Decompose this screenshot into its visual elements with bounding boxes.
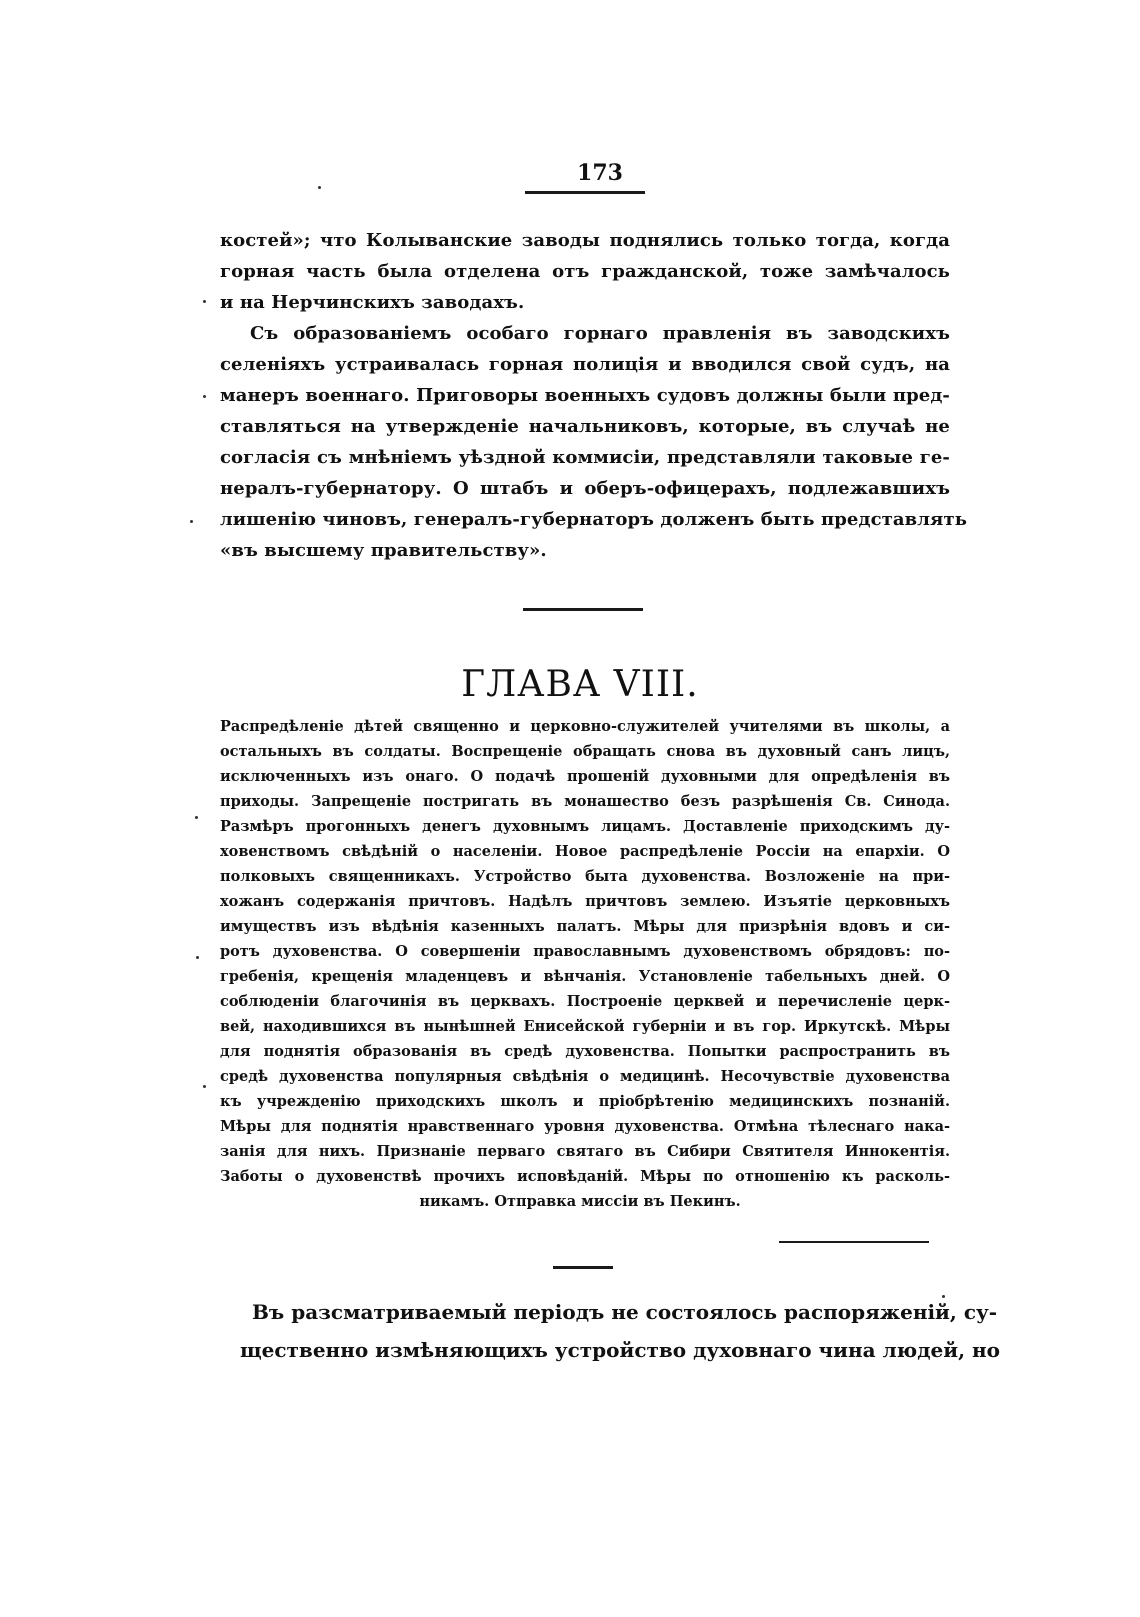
summary-line: ховенствомъ свѣдѣній о населеніи. Новое распредѣленіе Россіи на епархіи. О [220,843,950,860]
summary-line: Размѣръ прогонныхъ денегъ духовнымъ лицамъ. Доставленіе приходскимъ ду- [220,818,950,835]
text-line: щественно измѣняющихъ устройство духовнаго чина людей, но [240,1338,1000,1362]
scan-speck [203,395,206,398]
scan-speck [190,520,193,523]
scan-speck [942,1295,945,1298]
text-line: Съ образованіемъ особаго горнаго правленія въ заводскихъ [250,323,950,344]
scan-speck [203,1085,206,1088]
page-number-rule [525,191,645,194]
summary-line: соблюденіи благочинія въ церквахъ. Построеніе церквей и перечисленіе церк- [220,993,950,1010]
summary-line: приходы. Запрещеніе постригать въ монашество безъ разрѣшенія Св. Синода. [220,793,950,810]
text-line: лишенію чиновъ, генералъ-губернаторъ долженъ быть представлять [220,509,968,530]
scan-speck [318,186,321,189]
text-line: ставляться на утвержденіе начальниковъ, которые, въ случаѣ не [220,416,950,437]
summary-line: средѣ духовенства популярныя свѣдѣнія о медицинѣ. Несочувствіе духовенства [220,1068,950,1085]
summary-line: никамъ. Отправка миссіи въ Пекинъ. [419,1193,741,1210]
text-line: нералъ-губернатору. О штабъ и оберъ-офицерахъ, подлежавшихъ [220,478,950,499]
chapter-title: ГЛАВА VIII. [461,664,699,705]
text-line: «въ высшему правительству». [220,540,547,561]
summary-line: гребенія, крещенія младенцевъ и вѣнчанія. Установленіе табельныхъ дней. О [220,968,950,985]
scan-speck [196,956,199,959]
summary-line: занія для нихъ. Признаніе перваго святаго въ Сибири Святителя Иннокентія. [220,1143,950,1160]
page-number: 173 [577,160,623,186]
text-line: горная часть была отделена отъ гражданской, тоже замѣчалось [220,261,950,282]
summary-line: Заботы о духовенствѣ прочихъ исповѣданій. Мѣры по отношенію къ расколь- [220,1168,950,1185]
text-line: костей»; что Колыванские заводы поднялись только тогда, когда [220,230,950,251]
text-line: манеръ военнаго. Приговоры военныхъ судовъ должны были пред- [220,385,950,406]
summary-line: хожанъ содержанія причтовъ. Надѣлъ причтовъ землею. Изъятіе церковныхъ [220,893,950,910]
summary-line: для поднятія образованія въ средѣ духовенства. Попытки распространить въ [220,1043,950,1060]
summary-line: остальныхъ въ солдаты. Воспрещеніе обращать снова въ духовный санъ лицъ, [220,743,950,760]
summary-tail-rule [779,1241,929,1243]
summary-line: исключенныхъ изъ онаго. О подачѣ прошеній духовными для опредѣленія въ [220,768,950,785]
summary-line: Распредѣленіе дѣтей священно и церковно-служителей учителями въ школы, а [220,718,950,735]
text-line: селеніяхъ устраивалась горная полиція и вводился свой судъ, на [220,354,950,375]
scan-speck [203,300,206,303]
paragraph-rule [553,1266,613,1269]
summary-line: ротъ духовенства. О совершеніи православнымъ духовенствомъ обрядовъ: по- [220,943,950,960]
section-rule [523,608,643,611]
summary-line: полковыхъ священникахъ. Устройство быта духовенства. Возложеніе на при- [220,868,950,885]
text-line: согласія съ мнѣніемъ уѣздной коммисіи, представляли таковые ге- [220,447,950,468]
scan-speck [195,816,198,819]
summary-line: вей, находившихся въ нынѣшней Енисейской губерніи и въ гор. Иркутскѣ. Мѣры [220,1018,950,1035]
text-line: Въ разсматриваемый періодъ не состоялось распоряженій, су- [252,1300,998,1324]
summary-line: къ учрежденію приходскихъ школъ и пріобрѣтенію медицинскихъ познаній. [220,1093,950,1110]
summary-line: Мѣры для поднятія нравственнаго уровня духовенства. Отмѣна тѣлеснаго нака- [220,1118,950,1135]
summary-line: имуществъ изъ вѣдѣнія казенныхъ палатъ. Мѣры для призрѣнія вдовъ и си- [220,918,950,935]
text-line: и на Нерчинскихъ заводахъ. [220,292,525,313]
